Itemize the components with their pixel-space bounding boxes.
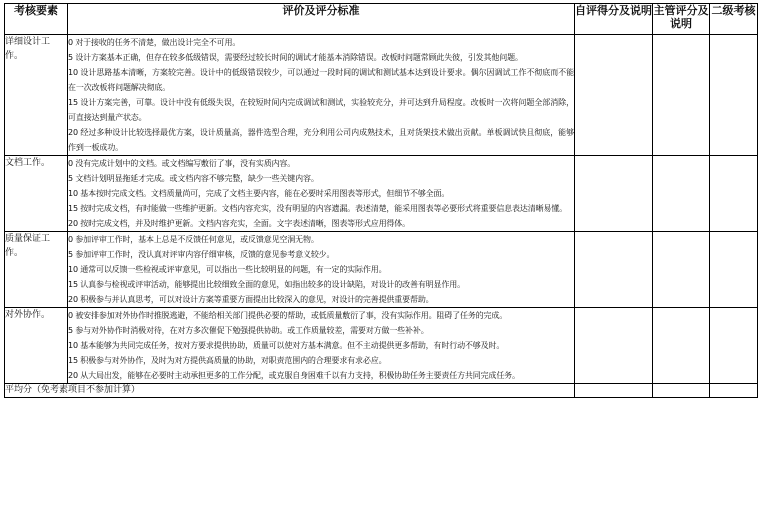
manager-score-cell[interactable]	[653, 308, 710, 384]
criteria-line: 15 积极参与对外协作，及时为对方提供高质量的协助，对职责范围内的合理要求有求必应。	[68, 356, 387, 365]
category-cell: 质量保证工作。	[5, 232, 68, 308]
header-manager-score: 主管评分及说明	[653, 4, 710, 35]
criteria-line: 10 基本按时完成文档。文档质量尚可，完成了文档主要内容，能在必要时采用图表等形式，但细节不够全面。	[68, 189, 450, 198]
second-level-cell[interactable]	[710, 308, 758, 384]
criteria-line: 5 设计方案基本正确，但存在较多低级错误，需要经过较长时间的调试才能基本消除错误。改板时问题常顾此失彼，引发其他问题。	[68, 53, 523, 62]
header-second-level: 二级考核	[710, 4, 758, 35]
header-criteria: 评价及评分标准	[68, 4, 575, 35]
criteria-line: 20 按时完成文档，并及时维护更新。文档内容充实，全面。文字表述清晰，图表等形式应用得体。	[68, 219, 410, 228]
header-self-score: 自评得分及说明	[575, 4, 653, 35]
criteria-cell	[68, 232, 575, 308]
category-cell: 详细设计工作。	[5, 35, 68, 156]
criteria-line: 10 设计思路基本清晰，方案较完善。设计中的低级错误较少，可以通过一段时间的调试和测试基本达到设计要求。偶尔因调试工作不彻底而不能在一次改板将问题解决彻底。	[68, 68, 574, 92]
self-score-cell[interactable]	[575, 35, 653, 156]
category-cell: 文档工作。	[5, 156, 68, 232]
criteria-cell	[68, 156, 575, 232]
manager-average-cell[interactable]	[653, 384, 710, 398]
self-score-cell[interactable]	[575, 156, 653, 232]
criteria-line: 0 参加评审工作时，基本上总是不反馈任何意见，或反馈意见空洞无物。	[68, 235, 319, 244]
criteria-line: 5 参加评审工作时，没认真对评审内容仔细审核，反馈的意见参考意义较少。	[68, 250, 335, 259]
second-level-cell[interactable]	[710, 35, 758, 156]
criteria-line: 15 设计方案完善，可靠。设计中没有低级失误，在较短时间内完成调试和测试，实验较充分，并可达到升局程度。改板时一次将问题全部消除，可直接达到量产状态。	[68, 98, 574, 122]
criteria-line: 5 参与对外协作时消极对待，在对方多次催促下勉强提供协助。或工作质量较差，需要对方做一些补补。	[68, 326, 429, 335]
header-assessment-factor: 考核要素	[5, 4, 68, 35]
criteria-line: 0 没有完成计划中的文档。或文档编写敷衍了事，没有实质内容。	[68, 159, 296, 168]
criteria-line: 20 积极参与并认真思考，可以对设计方案等重要方面提出比较深入的意见，对设计的完善提供重要帮助。	[68, 295, 434, 304]
table-row	[5, 156, 758, 232]
criteria-line: 10 基本能够为共同完成任务，按对方要求提供协助，质量可以使对方基本满意。但不主动提供更多帮助，有时行动不够及时。	[68, 341, 505, 350]
footer-row	[5, 384, 758, 398]
table-row	[5, 35, 758, 156]
second-level-average-cell[interactable]	[710, 384, 758, 398]
criteria-line: 15 按时完成文档，有时能做一些维护更新。文档内容充实，没有明显的内容遗漏。表述清楚，能采用图表等必要形式将重要信息表达清晰易懂。	[68, 204, 567, 213]
criteria-line: 15 认真参与检视或评审活动，能够提出比较细致全面的意见，如指出较多的设计缺陷，对设计的改善有明显作用。	[68, 280, 465, 289]
criteria-line: 5 文档计划明显拖延才完成。或文档内容不够完整，缺少一些关键内容。	[68, 174, 319, 183]
criteria-line: 20 从大局出发，能够在必要时主动承担更多的工作分配，或克服自身困难千以有力支持，积极协助任务主要责任方共同完成任务。	[68, 371, 520, 380]
manager-score-cell[interactable]	[653, 156, 710, 232]
criteria-cell	[68, 35, 575, 156]
self-average-cell[interactable]	[575, 384, 653, 398]
header-row	[5, 4, 758, 35]
self-score-cell[interactable]	[575, 232, 653, 308]
category-cell: 对外协作。	[5, 308, 68, 384]
criteria-line: 0 对于接收的任务不清楚，做出设计完全不可用。	[68, 38, 241, 47]
self-score-cell[interactable]	[575, 308, 653, 384]
criteria-line: 10 通常可以反馈一些检视或评审意见，可以指出一些比较明显的问题，有一定的实际作用。	[68, 265, 387, 274]
second-level-cell[interactable]	[710, 156, 758, 232]
manager-score-cell[interactable]	[653, 35, 710, 156]
second-level-cell[interactable]	[710, 232, 758, 308]
criteria-line: 20 经过多种设计比较选择最优方案，设计质量高，器件选型合理，充分利用公司内成熟技术，且对货架技术做出贡献。单板调试快且彻底，能够作到一板成功。	[68, 128, 574, 152]
evaluation-table	[4, 3, 758, 398]
manager-score-cell[interactable]	[653, 232, 710, 308]
criteria-line: 0 被安排参加对外协作时推脱逃避，不能给相关部门提供必要的帮助，或低质量敷衍了事，没有实际作用。阻碍了任务的完成。	[68, 311, 508, 320]
table-row	[5, 232, 758, 308]
criteria-cell	[68, 308, 575, 384]
table-row	[5, 308, 758, 384]
average-score-label: 平均分（免考素项目不参加计算）	[5, 384, 575, 398]
